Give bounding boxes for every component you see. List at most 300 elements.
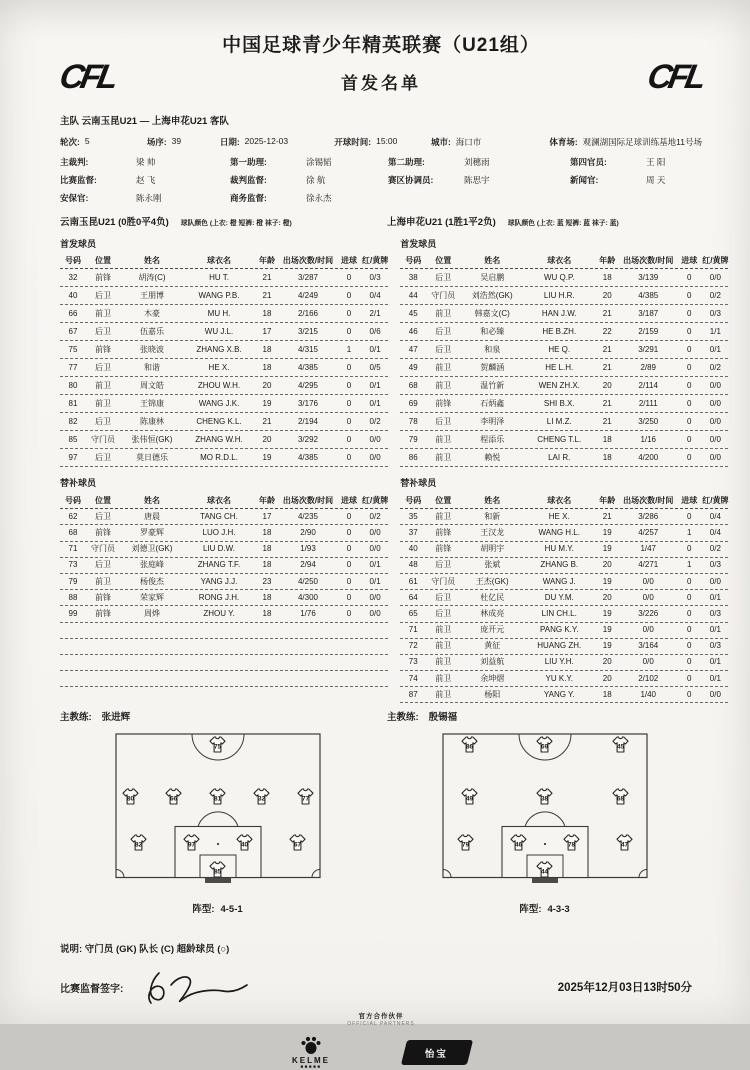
player-cell: 0/2 xyxy=(709,362,721,372)
player-cell: 0 xyxy=(687,272,692,282)
empty-row xyxy=(60,655,388,671)
match-info-label: 日期: xyxy=(219,137,240,147)
supervisor-signature xyxy=(137,965,267,1009)
jersey-icon xyxy=(455,833,476,852)
report-datetime: 2025年12月03日13时50分 xyxy=(557,982,692,995)
player-cell: 程添乐 xyxy=(480,434,505,444)
player-cell: 3/292 xyxy=(297,434,319,444)
player-row xyxy=(60,574,388,590)
svg-text:32: 32 xyxy=(257,796,265,804)
player-cell: 吴启鹏 xyxy=(480,272,505,282)
jersey-icon xyxy=(128,833,149,852)
player-cell: 2/1 xyxy=(369,308,381,318)
official-cell xyxy=(230,174,388,186)
svg-text:82: 82 xyxy=(134,842,142,850)
official-cell xyxy=(230,192,388,204)
player-cell: 前锋 xyxy=(435,544,452,554)
away-subs-table xyxy=(400,493,728,703)
player-cell: 胡涛(C) xyxy=(138,272,166,282)
player-cell: 18 xyxy=(262,362,272,372)
player-cell: 前卫 xyxy=(435,689,452,699)
player-row xyxy=(400,323,728,341)
column-header: 姓名 xyxy=(144,256,160,265)
player-cell: 前卫 xyxy=(435,308,452,318)
column-header: 出场次数/时间 xyxy=(282,256,334,265)
player-cell: 21 xyxy=(602,398,612,408)
player-cell: 前锋 xyxy=(435,527,452,537)
player-cell: 74 xyxy=(408,673,418,683)
player-cell: 林成亮 xyxy=(480,608,505,618)
player-cell: 0 xyxy=(346,308,352,318)
home-formation-value: 4-5-1 xyxy=(220,904,243,916)
official-name: 涂锡韬 xyxy=(306,157,332,167)
svg-text:66: 66 xyxy=(170,796,178,804)
player-cell: 杜亿民 xyxy=(480,592,505,602)
player-cell: WU J.L. xyxy=(204,326,234,336)
player-cell: 2/102 xyxy=(638,673,659,683)
player-cell: 后卫 xyxy=(435,344,452,354)
kelme-logo xyxy=(292,1035,330,1070)
player-cell: 69 xyxy=(408,398,418,408)
player-cell: 66 xyxy=(68,308,78,318)
player-cell: 47 xyxy=(408,344,418,354)
player-cell: 2/159 xyxy=(638,326,659,336)
player-cell: 0 xyxy=(346,326,352,336)
column-header: 进球 xyxy=(341,495,357,505)
player-cell: 40 xyxy=(408,544,418,554)
player-cell: 3/176 xyxy=(297,398,319,408)
player-cell: 71 xyxy=(68,544,78,554)
player-cell: 韩嘉文(C) xyxy=(474,308,510,318)
official-name: 徐 航 xyxy=(306,175,326,185)
player-cell: 82 xyxy=(68,416,78,426)
player-cell: ZHANG B. xyxy=(540,560,579,570)
player-cell: 0 xyxy=(346,576,352,586)
player-cell: 18 xyxy=(602,452,612,462)
player-cell: 21 xyxy=(262,290,272,300)
player-cell: 0 xyxy=(346,416,352,426)
match-info-value: 15:00 xyxy=(376,136,398,146)
official-name: 陈思宇 xyxy=(464,175,490,185)
home-coach xyxy=(60,709,375,723)
player-cell: 0 xyxy=(687,641,692,651)
player-cell: 0/0 xyxy=(642,625,654,635)
player-row xyxy=(60,558,388,574)
player-cell: 前锋 xyxy=(95,608,111,618)
player-cell: 0 xyxy=(346,608,352,618)
player-cell: 后卫 xyxy=(95,560,111,570)
player-cell: 23 xyxy=(262,576,272,586)
player-cell: 21 xyxy=(262,272,272,282)
formation-row xyxy=(118,860,318,879)
player-cell: 0 xyxy=(687,416,692,426)
player-row xyxy=(60,377,388,395)
jersey-icon xyxy=(610,735,631,754)
player-row xyxy=(400,687,728,703)
player-cell: 贺麟涵 xyxy=(480,362,505,372)
player-cell: 3/164 xyxy=(638,641,659,651)
player-cell: 19 xyxy=(602,641,612,651)
match-info-item xyxy=(220,136,334,148)
column-header: 姓名 xyxy=(484,495,501,505)
formation-row xyxy=(118,787,318,806)
player-cell: 和必臻 xyxy=(480,326,505,336)
column-header: 年龄 xyxy=(259,256,275,265)
player-cell: 49 xyxy=(408,362,418,372)
away-formation-value: 4-3-3 xyxy=(547,904,570,916)
player-row xyxy=(60,590,388,606)
official-cell xyxy=(570,174,702,186)
player-cell: 35 xyxy=(408,511,418,521)
player-cell: 3/286 xyxy=(638,511,659,521)
player-cell: 78 xyxy=(408,416,418,426)
column-header: 位置 xyxy=(435,256,452,265)
away-coach xyxy=(387,709,702,723)
match-info-label: 城市: xyxy=(430,137,451,147)
column-header: 号码 xyxy=(405,256,422,265)
player-cell: 4/315 xyxy=(297,344,319,354)
official-role: 第一助理: xyxy=(230,157,267,167)
player-cell: 21 xyxy=(602,362,612,372)
player-cell: 0 xyxy=(687,308,692,318)
player-cell: 20 xyxy=(602,560,612,570)
official-role: 赛区协调员: xyxy=(388,175,434,185)
player-cell: 3/250 xyxy=(638,416,659,426)
player-cell: 0/1 xyxy=(709,657,721,667)
player-cell: 18 xyxy=(262,544,272,554)
match-info-item xyxy=(334,136,431,148)
formation-row xyxy=(445,860,645,879)
player-cell: CHENG K.L. xyxy=(196,416,242,426)
player-cell: 99 xyxy=(68,608,78,618)
player-cell: 罗豪辉 xyxy=(140,527,164,537)
player-cell: MU H. xyxy=(207,308,231,318)
player-cell: 0 xyxy=(346,560,352,570)
table-header-row xyxy=(400,254,728,269)
svg-text:75: 75 xyxy=(213,744,222,752)
player-cell: 4/385 xyxy=(297,452,319,462)
team-headers xyxy=(60,214,702,228)
player-cell: 22 xyxy=(602,326,612,336)
official-cell xyxy=(60,174,230,186)
player-cell: 21 xyxy=(602,416,612,426)
player-cell: 0/2 xyxy=(709,544,721,554)
player-cell: 46 xyxy=(408,326,418,336)
player-cell: 4/385 xyxy=(638,290,659,300)
player-cell: 64 xyxy=(408,592,418,602)
svg-text:49: 49 xyxy=(465,796,473,804)
player-cell: 1 xyxy=(687,560,692,570)
player-cell: 0/0 xyxy=(642,657,654,667)
player-cell: 前锋 xyxy=(95,272,111,282)
player-row xyxy=(60,449,388,467)
player-cell: 2/89 xyxy=(640,362,657,372)
match-info-value: 海口市 xyxy=(455,137,482,147)
kelme-wordmark: KELME xyxy=(292,1056,330,1066)
player-cell: 1 xyxy=(687,527,692,537)
player-cell: 79 xyxy=(68,576,78,586)
player-cell: 莫日德乐 xyxy=(136,452,168,462)
home-team-kit: 球队颜色 (上衣: 橙 短裤: 橙 袜子: 橙) xyxy=(180,220,292,227)
player-cell: 0/1 xyxy=(369,344,381,354)
column-header: 出场次数/时间 xyxy=(623,495,674,505)
player-cell: 2/166 xyxy=(297,308,319,318)
player-cell: PANG K.Y. xyxy=(540,625,579,635)
home-subs-label: 替补球员 xyxy=(60,478,97,488)
player-cell: 32 xyxy=(68,272,78,282)
player-cell: 62 xyxy=(68,511,78,521)
player-cell: 3/187 xyxy=(638,308,659,318)
player-cell: 0 xyxy=(687,344,692,354)
player-cell: 0/0 xyxy=(709,434,721,444)
player-cell: 4/250 xyxy=(297,576,319,586)
player-cell: 3/139 xyxy=(638,272,659,282)
player-cell: 前卫 xyxy=(435,434,452,444)
player-row xyxy=(60,341,388,359)
player-cell: 荣家辉 xyxy=(140,592,164,602)
official-name: 赵 飞 xyxy=(136,175,156,185)
player-cell: 后卫 xyxy=(95,452,111,462)
header xyxy=(56,30,706,97)
away-coach-label: 主教练: xyxy=(387,712,419,724)
player-cell: 67 xyxy=(68,326,78,336)
player-cell: 守门员 xyxy=(91,434,115,444)
player-cell: 0 xyxy=(346,592,352,602)
player-cell: LIU H.R. xyxy=(543,290,575,300)
player-cell: LIU Y.H. xyxy=(544,657,574,667)
player-row xyxy=(60,287,388,305)
player-cell: 0/1 xyxy=(709,344,721,354)
player-cell: 0 xyxy=(687,398,692,408)
player-row xyxy=(400,377,728,395)
player-cell: DU Y.M. xyxy=(544,592,574,602)
player-row xyxy=(400,623,728,639)
away-team-kit: 球队颜色 (上衣: 蓝 短裤: 蓝 袜子: 蓝) xyxy=(507,220,619,227)
player-cell: 3/291 xyxy=(638,344,659,354)
player-cell: 1/1 xyxy=(709,326,721,336)
match-info-label: 体育场: xyxy=(549,137,578,147)
column-header: 位置 xyxy=(95,495,111,505)
home-starters-label: 首发球员 xyxy=(60,239,97,249)
column-header: 出场次数/时间 xyxy=(282,495,334,505)
svg-text:46: 46 xyxy=(514,842,522,850)
player-cell: 王锦康 xyxy=(140,398,164,408)
player-cell: 87 xyxy=(408,689,418,699)
player-cell: 0/0 xyxy=(369,527,381,537)
player-cell: 0 xyxy=(687,452,692,462)
player-cell: 86 xyxy=(408,452,418,462)
jersey-icon xyxy=(610,787,631,806)
player-cell: LIN CH.L. xyxy=(541,608,577,618)
player-cell: 0/0 xyxy=(709,576,721,586)
player-cell: HE B.ZH. xyxy=(542,326,577,336)
official-name: 周 天 xyxy=(646,175,666,185)
player-cell: 0 xyxy=(346,527,352,537)
column-header: 号码 xyxy=(405,495,422,505)
match-info-value: 5 xyxy=(84,136,90,146)
player-cell: 周烨 xyxy=(144,608,160,618)
player-cell: WANG H.L. xyxy=(538,527,580,537)
player-cell: 王朋博 xyxy=(140,290,164,300)
partners-title: 官方合作伙伴 xyxy=(358,1013,404,1021)
player-cell: 伍嘉乐 xyxy=(140,326,164,336)
partners-subtitle: OFFICIAL PARTNERS xyxy=(347,1021,415,1028)
player-cell: HU T. xyxy=(209,272,229,282)
player-cell: 21 xyxy=(602,344,612,354)
signature-label: 比赛监督签字: xyxy=(60,983,124,995)
official-name: 梁 帅 xyxy=(136,157,156,167)
empty-row xyxy=(60,639,388,655)
page-subtitle: 首发名单 xyxy=(341,74,421,93)
player-cell: 前卫 xyxy=(435,641,452,651)
player-cell: ZHANG T.F. xyxy=(197,560,241,570)
player-cell: 3/215 xyxy=(297,326,319,336)
player-cell: RONG J.H. xyxy=(198,592,240,602)
table-header-row xyxy=(60,493,388,509)
column-header: 位置 xyxy=(95,256,111,265)
player-cell: 和泉 xyxy=(484,344,501,354)
starters-section xyxy=(60,228,729,467)
player-cell: 18 xyxy=(262,308,272,318)
match-info-item xyxy=(60,136,147,148)
player-row xyxy=(60,525,388,541)
player-cell: 0/0 xyxy=(369,434,381,444)
player-cell: 0 xyxy=(687,434,692,444)
player-cell: 19 xyxy=(262,452,272,462)
player-cell: 前卫 xyxy=(95,576,111,586)
away-subs-label: 替补球员 xyxy=(400,478,437,488)
away-formation-label: 阵型: xyxy=(519,904,542,916)
player-cell: 2/94 xyxy=(300,560,316,570)
player-row xyxy=(400,525,728,541)
player-cell: 20 xyxy=(602,380,612,390)
page-title: 中国足球青少年精英联赛（U21组） xyxy=(222,35,540,56)
player-cell: 19 xyxy=(602,544,612,554)
player-row xyxy=(60,413,388,431)
player-cell: 守门员 xyxy=(431,290,456,300)
home-team-header xyxy=(60,214,375,228)
player-cell: 后卫 xyxy=(95,290,111,300)
match-info-value: 39 xyxy=(171,136,182,146)
player-cell: 0 xyxy=(346,434,352,444)
player-cell: 刘浩然(GK) xyxy=(471,290,513,300)
player-cell: 前卫 xyxy=(435,673,452,683)
player-row xyxy=(400,449,728,467)
player-cell: ZHOU Y. xyxy=(203,608,235,618)
partners-footer xyxy=(60,1011,702,1070)
jersey-icon xyxy=(534,787,555,806)
svg-text:44: 44 xyxy=(540,869,549,877)
player-cell: 后卫 xyxy=(95,511,111,521)
player-cell: 0/2 xyxy=(369,511,381,521)
official-cell xyxy=(230,156,388,168)
player-cell: 21 xyxy=(602,308,612,318)
player-cell: 前卫 xyxy=(95,380,111,390)
player-row xyxy=(60,269,388,287)
player-cell: 4/300 xyxy=(297,592,319,602)
player-cell: 0/0 xyxy=(642,576,654,586)
match-info-label: 轮次: xyxy=(60,137,80,147)
column-header: 年龄 xyxy=(259,495,275,505)
player-cell: 4/385 xyxy=(297,362,319,372)
player-cell: 20 xyxy=(602,673,612,683)
jersey-icon xyxy=(234,833,255,852)
player-cell: 19 xyxy=(262,398,272,408)
player-cell: 后卫 xyxy=(435,416,452,426)
player-cell: 20 xyxy=(262,434,272,444)
formation-section xyxy=(60,732,702,915)
player-cell: 后卫 xyxy=(435,272,452,282)
jersey-icon xyxy=(287,833,308,852)
match-info-item xyxy=(549,136,702,148)
player-row xyxy=(400,542,728,558)
player-cell: 73 xyxy=(408,657,418,667)
player-cell: 张晓波 xyxy=(140,344,164,354)
player-cell: 18 xyxy=(262,527,272,537)
away-team-header xyxy=(387,214,702,228)
official-role: 比赛监督: xyxy=(60,175,97,185)
player-cell: 0/2 xyxy=(709,290,721,300)
official-role: 主裁判: xyxy=(60,157,89,167)
match-info-value: 观澜湖国际足球训练基地11号场 xyxy=(582,137,702,147)
empty-row xyxy=(60,671,388,687)
player-cell: 68 xyxy=(68,527,78,537)
player-cell: 4/249 xyxy=(297,290,319,300)
player-cell: 18 xyxy=(262,560,272,570)
match-info-label: 场序: xyxy=(146,137,167,147)
player-cell: 前卫 xyxy=(435,657,452,667)
player-cell: 和新 xyxy=(484,511,501,521)
player-cell: 杨阳 xyxy=(484,689,501,699)
player-cell: 1/93 xyxy=(300,544,316,554)
player-row xyxy=(400,395,728,413)
player-cell: WANG J.K. xyxy=(198,398,240,408)
official-cell xyxy=(570,156,702,168)
column-header: 年龄 xyxy=(599,256,616,265)
player-cell: 0/3 xyxy=(369,272,381,282)
player-cell: 2/194 xyxy=(297,416,319,426)
player-cell: 0/0 xyxy=(709,416,721,426)
player-cell: 前卫 xyxy=(435,452,452,462)
player-cell: 45 xyxy=(408,308,418,318)
player-cell: 0/0 xyxy=(369,544,381,554)
player-cell: 0 xyxy=(687,592,692,602)
column-header: 球衣名 xyxy=(207,256,231,265)
player-cell: 40 xyxy=(68,290,78,300)
player-cell: 0 xyxy=(687,625,692,635)
svg-text:80: 80 xyxy=(126,796,134,804)
player-cell: 0 xyxy=(346,380,352,390)
player-cell: 0 xyxy=(687,326,692,336)
player-cell: 前卫 xyxy=(435,625,452,635)
cestbon-logo xyxy=(401,1040,473,1065)
player-cell: 庞开元 xyxy=(480,625,505,635)
player-cell: 19 xyxy=(602,576,612,586)
player-cell: 97 xyxy=(68,452,78,462)
player-cell: 0/0 xyxy=(709,380,721,390)
player-cell: 18 xyxy=(262,592,272,602)
player-row xyxy=(400,558,728,574)
player-cell: 4/200 xyxy=(638,452,659,462)
player-cell: 0/1 xyxy=(709,592,721,602)
home-starters-table xyxy=(60,254,388,467)
player-cell: 4/271 xyxy=(638,560,659,570)
svg-text:69: 69 xyxy=(540,744,549,752)
cfl-logo-left-icon: CFL xyxy=(56,58,118,96)
svg-text:97: 97 xyxy=(187,842,195,850)
player-cell: 0/3 xyxy=(709,560,721,570)
player-cell: 20 xyxy=(262,380,272,390)
